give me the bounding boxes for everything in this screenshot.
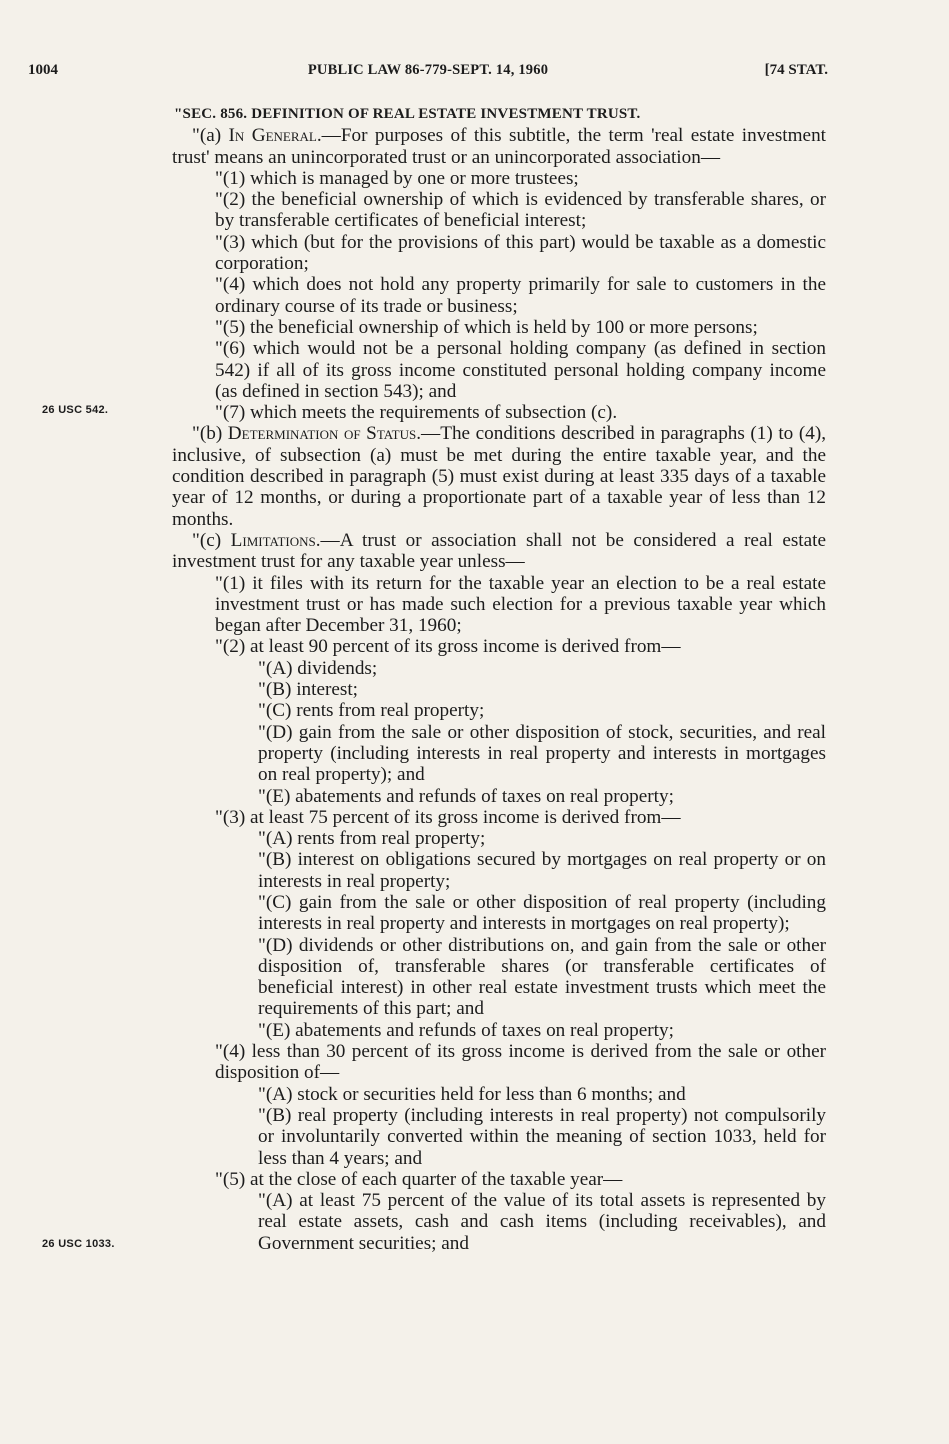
paragraph-label: "(c) [192,529,231,551]
c-item-4: "(4) less than 30 percent of its gross income is derived from the sale or other disposition of— [215,1041,826,1084]
paragraph-label: "(b) [192,423,228,445]
c2-item-b: "(B) interest; [258,679,359,701]
c-item-3: "(3) at least 75 percent of its gross income is derived from— [215,806,681,828]
a-item-6: "(6) which would not be a personal holding company (as defined in section 542) if all of its gross income constituted personal holding company income (as defined in section 543); and [215,338,826,402]
c3-item-e: "(E) abatements and refunds of taxes on real property; [258,1019,674,1041]
running-header [28,62,828,86]
paragraph-text: —A trust or association shall not be considered a real estate investment trust for any taxable year unless— [172,529,826,573]
a-item-4: "(4) which does not hold any property primarily for sale to customers in the ordinary course of its trade or business; [215,274,826,317]
paragraph-caption: Limitations. [230,529,321,551]
paragraph-caption: In General. [228,125,322,147]
c2-item-a: "(A) dividends; [258,657,378,679]
paragraph-c [172,530,826,573]
c2-item-e: "(E) abatements and refunds of taxes on real property; [258,785,674,807]
c2-item-c: "(C) rents from real property; [258,700,485,722]
c-item-2: "(2) at least 90 percent of its gross income is derived from— [215,636,681,658]
a-item-5: "(5) the beneficial ownership of which is held by 100 or more persons; [215,316,758,338]
paragraph-b [172,423,826,529]
c3-item-c: "(C) gain from the sale or other disposition of real property (including interests in real property and interests in mortgages on real property); [258,891,826,935]
statute-reference: [74 STAT. [764,62,828,78]
body-text [172,104,826,1254]
paragraph-text: —For purposes of this subtitle, the term 'real estate investment trust' means an unincorporated trust or an unincorporated association— [172,125,826,168]
a-item-2: "(2) the beneficial ownership of which is evidenced by transferable shares, or by transferable certificates of beneficial interest; [215,189,826,232]
a-item-1: "(1) which is managed by one or more trustees; [215,167,579,189]
c3-item-d: "(D) dividends or other distributions on, and gain from the sale or other disposition of, transferable shares (or transferable certificates of beneficial interest) in other real estate investment trusts which meet the requirements of this part; and [258,934,826,1020]
c3-item-b: "(B) interest on obligations secured by mortgages on real property or on interests in real property; [258,849,826,892]
section-heading: "SEC. 856. DEFINITION OF REAL ESTATE INVESTMENT TRUST. [174,106,641,122]
paragraph-caption: Determination of Status. [227,423,422,445]
paragraph-text: —The conditions described in paragraphs (1) to (4), inclusive, of subsection (a) must be met during the entire taxable year, and the condition described in paragraph (5) must exist during at least 335 days of a taxable year of 12 months, or during a proportionate part of a taxable year of less than 12 months. [172,423,827,530]
c4-item-b: "(B) real property (including interests in real property) not compulsorily or involuntarily converted within the meaning of section 1033, held for less than 4 years; and [258,1104,826,1169]
c2-item-d: "(D) gain from the sale or other disposition of stock, securities, and real property (including interests in real property and interests in mortgages on real property); and [258,721,826,786]
c4-item-a: "(A) stock or securities held for less than 6 months; and [258,1083,686,1105]
a-item-7: "(7) which meets the requirements of subsection (c). [215,402,618,424]
c3-item-a: "(A) rents from real property; [258,828,486,850]
page-title: PUBLIC LAW 86-779-SEPT. 14, 1960 [307,62,549,78]
page-number: 1004 [28,62,58,78]
c5-item-a: "(A) at least 75 percent of the value of its total assets is represented by real estate assets, cash and cash items (including receivables), and Government securities; and [258,1190,826,1254]
a-item-3: "(3) which (but for the provisions of this part) would be taxable as a domestic corporation; [215,231,826,275]
c-item-1: "(1) it files with its return for the taxable year an election to be a real estate investment trust or has made such election for a previous taxable year which began after December 31, 1960; [215,572,826,637]
paragraph-label: "(a) [192,125,229,147]
margin-note-1033: 26 USC 1033. [42,1238,115,1250]
paragraph-a [172,125,826,168]
margin-note-542: 26 USC 542. [42,404,109,416]
c-item-5: "(5) at the close of each quarter of the taxable year— [215,1168,623,1190]
